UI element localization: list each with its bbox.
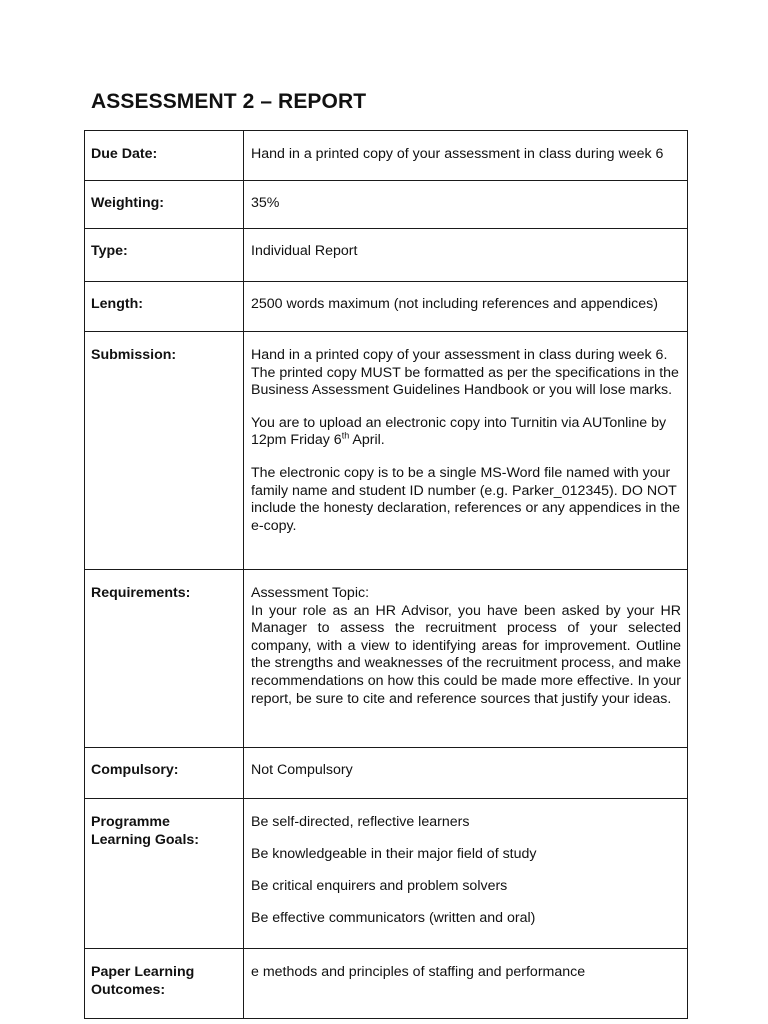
row-submission bbox=[85, 332, 688, 570]
goal-item: Be knowledgeable in their major field of study bbox=[251, 846, 537, 863]
ordinal-suffix: th bbox=[341, 430, 350, 441]
submission-paragraph-2 bbox=[251, 415, 681, 450]
weighting-label: Weighting: bbox=[85, 181, 244, 229]
row-type bbox=[85, 229, 688, 282]
row-length bbox=[85, 282, 688, 332]
weighting-value: 35% bbox=[244, 181, 688, 229]
submission-paragraph-3: The electronic copy is to be a single MS-Word file named with your family name and student ID number (e.g. Parker_012345). DO NOT include the honesty declaration, references or any appendices in the e-copy. bbox=[251, 464, 681, 534]
goal-item: Be effective communicators (written and oral) bbox=[251, 910, 536, 927]
paper-outcomes-label-line-1: Paper Learning bbox=[91, 964, 195, 980]
row-programme-learning-goals bbox=[85, 799, 688, 949]
paper-outcomes-value bbox=[244, 949, 688, 1019]
programme-goals-label-line-2: Learning Goals: bbox=[91, 831, 199, 848]
programme-goals-list bbox=[244, 799, 688, 949]
paper-outcomes-label bbox=[85, 949, 244, 1019]
due-date-label: Due Date: bbox=[85, 131, 244, 181]
assessment-details-table bbox=[84, 130, 688, 1019]
submission-paragraph-1: Hand in a printed copy of your assessment in class during week 6. The printed copy MUST be formatted as per the specifications in the Business Assessment Guidelines Handbook or you will lose marks. bbox=[251, 347, 679, 399]
type-value: Individual Report bbox=[244, 229, 688, 282]
compulsory-label: Compulsory: bbox=[85, 748, 244, 799]
goal-item: Be self-directed, reflective learners bbox=[251, 814, 470, 830]
assessment-topic-heading: Assessment Topic: bbox=[251, 585, 370, 601]
submission-label: Submission: bbox=[85, 332, 244, 570]
paper-outcomes-text: e methods and principles of staffing and performance bbox=[251, 964, 586, 980]
goal-item: Be critical enquirers and problem solvers bbox=[251, 878, 508, 895]
compulsory-value: Not Compulsory bbox=[244, 748, 688, 799]
submission-upload-text: You are to upload an electronic copy into Turnitin via AUTonline by 12pm Friday 6 bbox=[251, 414, 667, 449]
length-value: 2500 words maximum (not including references and appendices) bbox=[244, 282, 688, 332]
assessment-topic-text: In your role as an HR Advisor, you have been asked by your HR Manager to assess the recruitment process of your selected company, with a view to identifying areas for improvement. Outline the strengths and weaknesses of the recruitment process, and make recommendations on how this could be made more effective. In your report, be sure to cite and reference sources that justify your ideas. bbox=[251, 602, 681, 707]
page-title: ASSESSMENT 2 – REPORT bbox=[91, 90, 367, 113]
requirements-label: Requirements: bbox=[85, 570, 244, 748]
row-due-date bbox=[85, 131, 688, 181]
length-label: Length: bbox=[85, 282, 244, 332]
programme-goals-label bbox=[85, 799, 244, 949]
type-label: Type: bbox=[85, 229, 244, 282]
row-requirements bbox=[85, 570, 688, 748]
row-paper-learning-outcomes bbox=[85, 949, 688, 1019]
paper-outcomes-label-line-2: Outcomes: bbox=[91, 981, 166, 998]
due-date-value: Hand in a printed copy of your assessment in class during week 6 bbox=[244, 131, 688, 181]
submission-upload-date: April. bbox=[349, 432, 385, 449]
row-compulsory bbox=[85, 748, 688, 799]
row-weighting bbox=[85, 181, 688, 229]
submission-value bbox=[244, 332, 688, 570]
requirements-value bbox=[244, 570, 688, 748]
programme-goals-label-line-1: Programme bbox=[91, 814, 170, 830]
